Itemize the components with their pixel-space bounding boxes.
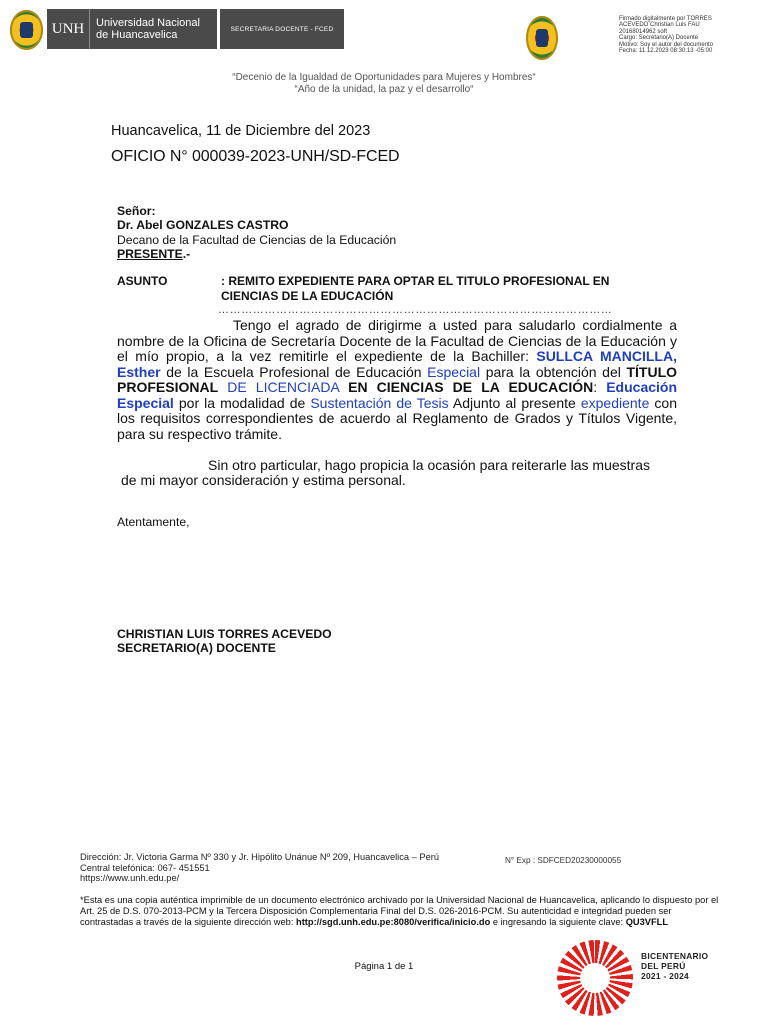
signer-role: SECRETARIO(A) DOCENTE bbox=[117, 641, 276, 655]
place-date: Huancavelica, 11 de Diciembre del 2023 bbox=[111, 123, 371, 139]
body-paragraph bbox=[117, 318, 677, 442]
signer-name: CHRISTIAN LUIS TORRES ACEVEDO bbox=[117, 627, 332, 641]
university-name bbox=[90, 17, 200, 41]
university-name-line2: de Huancavelica bbox=[96, 29, 178, 41]
licenciada-text: DE LICENCIADA bbox=[227, 379, 340, 395]
university-name-line1: Universidad Nacional bbox=[96, 17, 200, 29]
signature-line: Firmado digitalmente por TORRES bbox=[619, 16, 712, 22]
signature-line: 20168014962 soft bbox=[619, 28, 668, 35]
footer-phone: Central telefónica: 067- 451551 bbox=[80, 862, 210, 873]
footer-address: Dirección: Jr. Victoria Garma Nº 330 y Jr. Hipólito Unánue Nº 209, Huancavelica – Perú bbox=[80, 852, 440, 862]
body-text-7: por la modalidad de bbox=[173, 394, 311, 411]
oficio-number: OFICIO N° 000039-2023-UNH/SD-FCED bbox=[111, 148, 400, 165]
footer-contact bbox=[80, 852, 439, 884]
footer-website-link[interactable]: https://www.unh.edu.pe/ bbox=[80, 873, 180, 883]
year-motto: “Año de la unidad, la paz y el desarrollo“ bbox=[294, 84, 474, 95]
recipient-name: Dr. Abel GONZALES CASTRO bbox=[117, 218, 289, 232]
body-text-4 bbox=[218, 379, 227, 395]
department-banner: SECRETARIA DOCENTE - FCED bbox=[220, 9, 344, 49]
asunto-divider: ………………………………………………………………………………………… bbox=[218, 304, 613, 316]
titulo-profesional: TÍTULO PROFESIONAL bbox=[117, 363, 678, 395]
verification-link[interactable]: http://sgd.unh.edu.pe:8080/verifica/inicio.do bbox=[296, 916, 491, 927]
verification-key: QU3VFLL bbox=[625, 916, 669, 927]
body-text-6: : bbox=[593, 379, 607, 395]
body-text-5 bbox=[339, 379, 348, 395]
university-seal-left bbox=[10, 10, 43, 50]
asunto-text: : REMITO EXPEDIENTE PARA OPTAR EL TITULO PROFESIONAL EN CIENCIAS DE LA EDUCACIÓN bbox=[221, 274, 610, 303]
body-text-1: Tengo el agrado de dirigirme a usted para saludarlo cordialmente a nombre de la Oficina de Secretaría Docente de la Facultad de Ciencias de la Educación y el mío propio, a la vez remitirle el expediente de la Bachiller: bbox=[117, 317, 677, 364]
signature-line: Cargo: Secretario(A) Docente bbox=[619, 35, 699, 42]
faculty-seal-right bbox=[526, 16, 558, 60]
especialidad: Educación Especial bbox=[117, 379, 678, 411]
presente-suffix: .- bbox=[182, 247, 191, 261]
body-text-9: con los requisitos correspondientes de acuerdo al Reglamento de Grados y Títulos Vigente, para su respectivo trámite. bbox=[117, 394, 677, 442]
bicentenario-line2: DEL PERÚ bbox=[641, 961, 686, 971]
signature-line: ACEVEDO Christian Luis FAU bbox=[619, 22, 700, 29]
body-text-3: para la obtención del bbox=[480, 363, 627, 380]
expediente-number: N° Exp : SDFCED20230000055 bbox=[505, 856, 622, 865]
legal-text-mid: e ingresando la siguiente clave: bbox=[490, 916, 626, 927]
body-text-8: Adjunto al presente bbox=[448, 394, 581, 411]
presente-label: PRESENTE bbox=[117, 247, 183, 261]
modalidad: Sustentación de Tesis bbox=[310, 394, 449, 411]
atentamente: Atentamente, bbox=[117, 515, 190, 529]
digital-signature-stamp bbox=[619, 16, 759, 54]
legal-text: *Esta es una copia auténtica imprimible de un documento electrónico archivado por la Universidad Nacional de Huancavelica, aplicando lo dispuesto por el Art. 25 de D.S. 070-2013-PCM y la Tercera Disposición Complementaria Final del D.S. 026-2016-PCM. Su autenticidad e integridad pueden ser contrastadas a través de la siguiente dirección web: bbox=[80, 895, 719, 927]
ciencias-educacion: EN CIENCIAS DE LA EDUCACIÓN bbox=[348, 379, 594, 395]
bicentenario-emblem-icon bbox=[557, 940, 633, 1016]
decade-motto: “Decenio de la Igualdad de Oportunidades para Mujeres y Hombres“ bbox=[232, 72, 536, 83]
closing-line-1: Sin otro particular, hago propicia la ocasión para reiterarle las muestras bbox=[208, 457, 651, 473]
body-text-2: de la Escuela Profesional de Educación bbox=[160, 363, 428, 380]
authenticity-notice bbox=[80, 895, 720, 927]
bicentenario-logo-text bbox=[641, 951, 708, 981]
seal-emblem-icon bbox=[536, 29, 549, 47]
seal-emblem-icon bbox=[20, 22, 33, 38]
bicentenario-line1: BICENTENARIO bbox=[641, 951, 709, 961]
asunto-label: ASUNTO bbox=[117, 274, 168, 288]
signature-line: Fecha: 11.12.2023 08:30:13 -05:00 bbox=[619, 48, 713, 55]
presente-line bbox=[117, 247, 190, 262]
salutation: Señor: bbox=[117, 204, 156, 218]
unh-logo: UNH bbox=[47, 9, 90, 49]
school-name: Especial bbox=[427, 363, 481, 380]
student-name: SULLCA MANCILLA, Esther bbox=[117, 348, 677, 380]
expediente-text: expediente bbox=[580, 394, 650, 411]
recipient-role: Decano de la Facultad de Ciencias de la Educación bbox=[117, 233, 397, 247]
closing-line-2: de mi mayor consideración y estima personal. bbox=[121, 472, 406, 488]
page-number: Página 1 de 1 bbox=[354, 961, 414, 972]
bicentenario-line3: 2021 - 2024 bbox=[641, 971, 690, 981]
university-banner bbox=[47, 9, 217, 49]
signature-line: Motivo: Soy el autor del documento bbox=[619, 41, 714, 48]
